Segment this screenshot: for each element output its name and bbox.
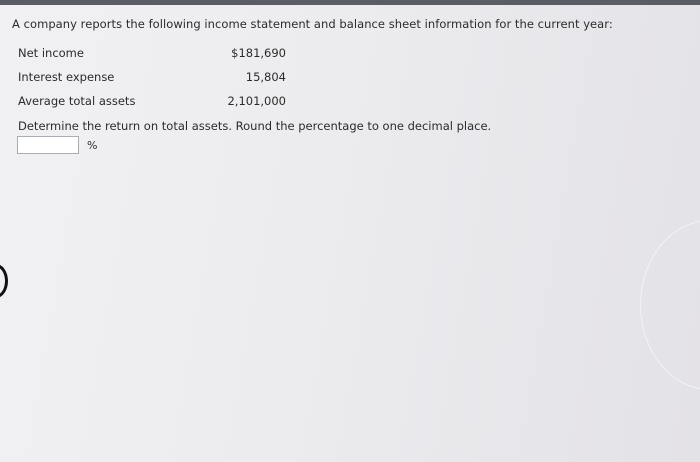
data-row-average-total-assets	[18, 94, 286, 110]
interest-expense-value: 15,804	[245, 70, 286, 84]
data-row-net-income	[18, 46, 286, 62]
question-instruction: Determine the return on total assets. Round the percentage to one decimal place.	[18, 119, 492, 133]
screen-glare-arc	[640, 220, 700, 390]
question-intro: A company reports the following income statement and balance sheet information for the current year:	[12, 17, 613, 31]
interest-expense-label: Interest expense	[18, 70, 115, 84]
average-total-assets-label: Average total assets	[18, 94, 136, 108]
screen-edge-arc	[0, 264, 8, 298]
net-income-label: Net income	[18, 46, 84, 60]
average-total-assets-value: 2,101,000	[227, 94, 286, 108]
top-bar	[0, 0, 700, 5]
percent-unit-label: %	[87, 139, 98, 152]
data-row-interest-expense	[18, 70, 286, 86]
net-income-value: $181,690	[231, 46, 286, 60]
return-on-assets-input[interactable]	[17, 136, 79, 154]
